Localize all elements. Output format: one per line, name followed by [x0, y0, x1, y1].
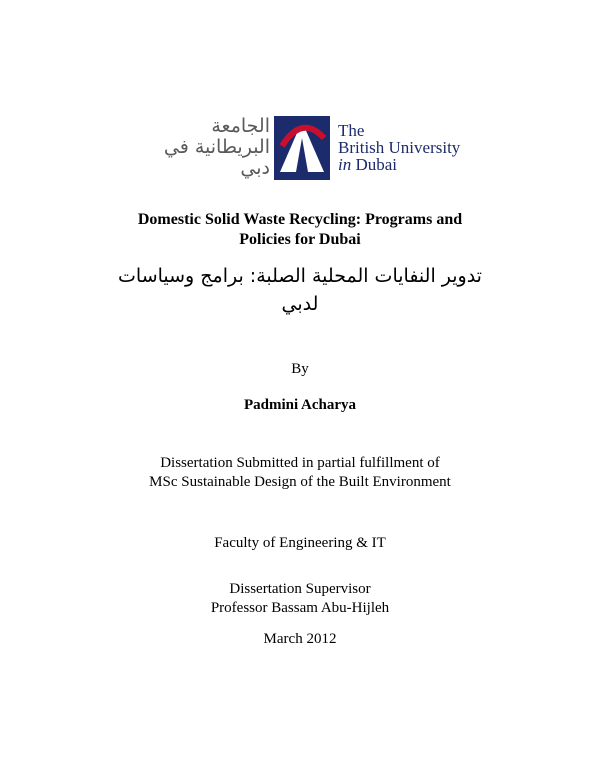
logo-arabic-wordmark — [148, 116, 270, 178]
logo-english-prefix: in — [338, 155, 352, 174]
author-name: Padmini Acharya — [243, 397, 357, 413]
supervisor-label: Dissertation Supervisor — [229, 581, 371, 597]
logo-arabic-line-3: دبي — [240, 157, 270, 179]
arabic-title-line-2: لدبي — [281, 293, 319, 315]
arabic-title — [0, 262, 600, 318]
university-emblem-icon — [274, 116, 330, 180]
logo-english-wordmark — [338, 121, 461, 174]
title-line-1: Domestic Solid Waste Recycling: Programs and — [137, 211, 463, 228]
document-title — [0, 210, 600, 250]
title-line-2: Policies for Dubai — [239, 231, 361, 248]
logo-english-line-1: The — [338, 121, 365, 140]
university-logo — [148, 112, 461, 184]
dissertation-line-1: Dissertation Submitted in partial fulfillment of — [160, 455, 440, 471]
dissertation-line-2: MSc Sustainable Design of the Built Environment — [149, 474, 451, 490]
logo-english-line-3 — [338, 156, 454, 173]
by-label: By — [291, 361, 309, 377]
logo-english-suffix: Dubai — [355, 155, 398, 174]
supervisor-name: Professor Bassam Abu-Hijleh — [210, 600, 390, 616]
faculty-name: Faculty of Engineering & IT — [214, 535, 386, 551]
arabic-title-line-1: تدوير النفايات المحلية الصلبة: برامج وسياسات — [118, 265, 482, 287]
supervisor-info — [0, 580, 600, 618]
logo-english-line-2: British University — [338, 138, 461, 157]
submission-date: March 2012 — [263, 631, 337, 647]
logo-arabic-line-2: البريطانية في — [163, 136, 270, 158]
logo-arabic-line-1: الجامعة — [211, 115, 270, 137]
dissertation-statement — [0, 454, 600, 492]
